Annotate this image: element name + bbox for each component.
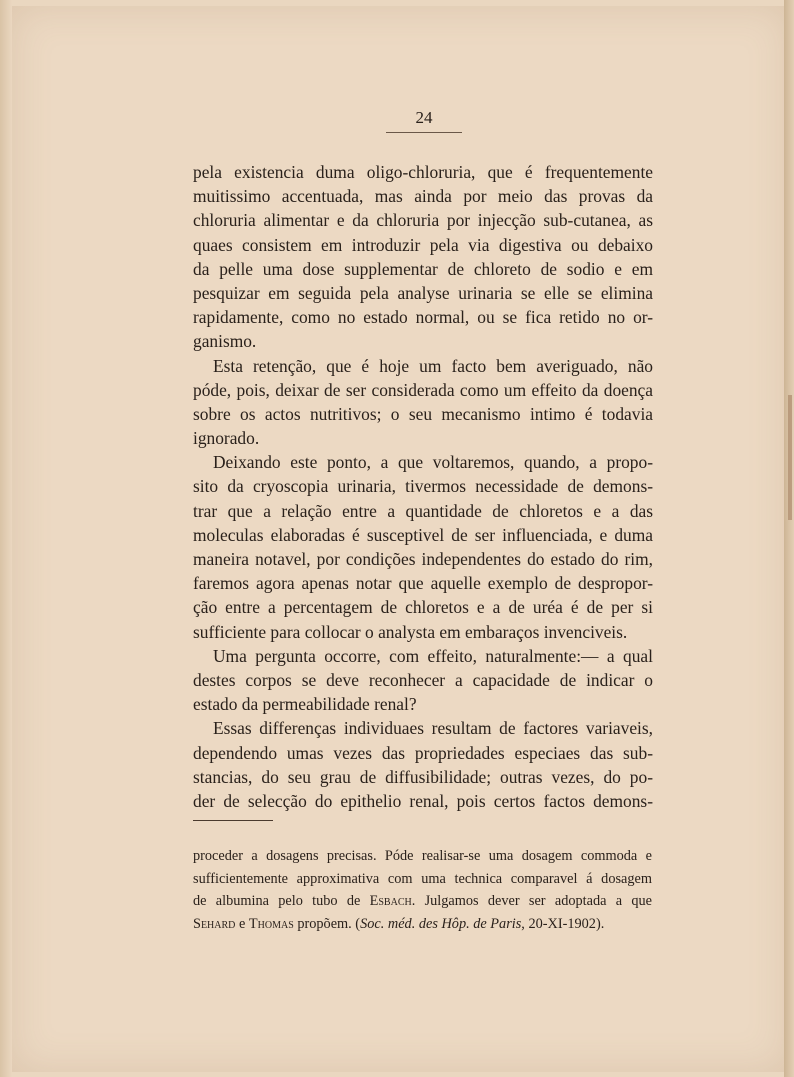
text-line: rapidamente, como no estado normal, ou se fica retido no or- xyxy=(193,307,653,328)
author-name: Thomas xyxy=(248,915,294,932)
text-line: maneira notavel, por condições independentes do estado do rim, xyxy=(193,549,653,569)
footnote-line: sufficientemente approximativa com uma technica comparavel á dosagem xyxy=(193,870,652,887)
text-line: muitissimo accentuada, mas ainda por meio das provas da xyxy=(193,186,653,207)
page-number: 24 xyxy=(415,108,433,127)
text-line: ção entre a percentagem de chloretos e a de uréa é de per si xyxy=(193,597,653,618)
text-line: pesquizar em seguida pela analyse urinaria se elle se elimina xyxy=(193,282,653,303)
text-line: dependendo umas vezes das propriedades especiaes das sub- xyxy=(193,742,653,763)
text-line: da pelle uma dose supplementar de chloreto de sodio e em xyxy=(193,258,653,279)
footnote-line: proceder a dosagens precisas. Póde realisar-se uma dosagem commoda e xyxy=(193,848,652,864)
footnote-text: . Julgamos dever ser adoptada a que xyxy=(411,893,653,909)
text-line: estado da permeabilidade renal? xyxy=(193,694,417,715)
text-line: Esta retenção, que é hoje um facto bem averiguado, não xyxy=(213,355,653,376)
text-line: faremos agora apenas notar que aquelle exemplo de despropor- xyxy=(193,573,653,594)
text-line: sito da cryoscopia urinaria, tivermos necessidade de demons- xyxy=(193,476,653,497)
text-line: chloruria alimentar e da chloruria por injecção sub-cutanea, as xyxy=(193,210,653,231)
text-line: sobre os actos nutritivos; o seu mecanismo intimo é todavia xyxy=(193,403,653,424)
text-line: stancias, do seu grau de diffusibilidade; outras vezes, do po- xyxy=(193,766,653,787)
page-number-rule xyxy=(386,132,462,133)
footnote-text: , 20-XI-1902). xyxy=(521,915,605,932)
text-line: moleculas elaboradas é susceptivel de ser influenciada, e duma xyxy=(193,524,653,545)
footnote-text: propõem. ( xyxy=(293,915,361,932)
page-left-edge xyxy=(0,0,12,1077)
text-line: trar que a relação entre a quantidade de chloretos e a das xyxy=(193,500,653,521)
text-line: Essas differenças individuaes resultam de factores variaveis, xyxy=(213,718,653,739)
text-line: quaes consistem em introduzir pela via digestiva ou debaixo xyxy=(193,234,653,255)
text-line: der de selecção do epithelio renal, pois certos factos demons- xyxy=(193,790,653,811)
text-line: destes corpos se deve reconhecer a capacidade de indicar o xyxy=(193,669,653,690)
author-name: Esbach xyxy=(369,893,412,909)
footnote-text: de albumina pelo tubo de xyxy=(193,893,370,909)
text-line: sufficiente para collocar o analysta em embaraços invenciveis. xyxy=(193,621,628,642)
author-name: Sehard xyxy=(193,915,236,932)
citation-title: Soc. méd. des Hôp. de Paris xyxy=(360,915,522,932)
text-line: ignorado. xyxy=(193,428,260,449)
footnote-rule xyxy=(193,820,273,821)
text-line: póde, pois, deixar de ser considerada como um effeito da doença xyxy=(193,379,653,400)
text-line: ganismo. xyxy=(193,331,257,352)
footnote xyxy=(193,845,652,935)
footnote-text: e xyxy=(235,915,249,932)
body-text xyxy=(193,160,653,813)
page-right-edge xyxy=(784,0,794,1077)
text-line: Uma pergunta occorre, com effeito, naturalmente:— a qual xyxy=(213,645,653,666)
footnote-line xyxy=(193,913,652,936)
text-line: Deixando este ponto, a que voltaremos, quando, a propo- xyxy=(213,452,653,473)
footnote-line xyxy=(193,890,652,913)
binding-mark xyxy=(788,395,792,520)
text-line: pela existencia duma oligo-chloruria, que é frequentemente xyxy=(193,162,653,182)
